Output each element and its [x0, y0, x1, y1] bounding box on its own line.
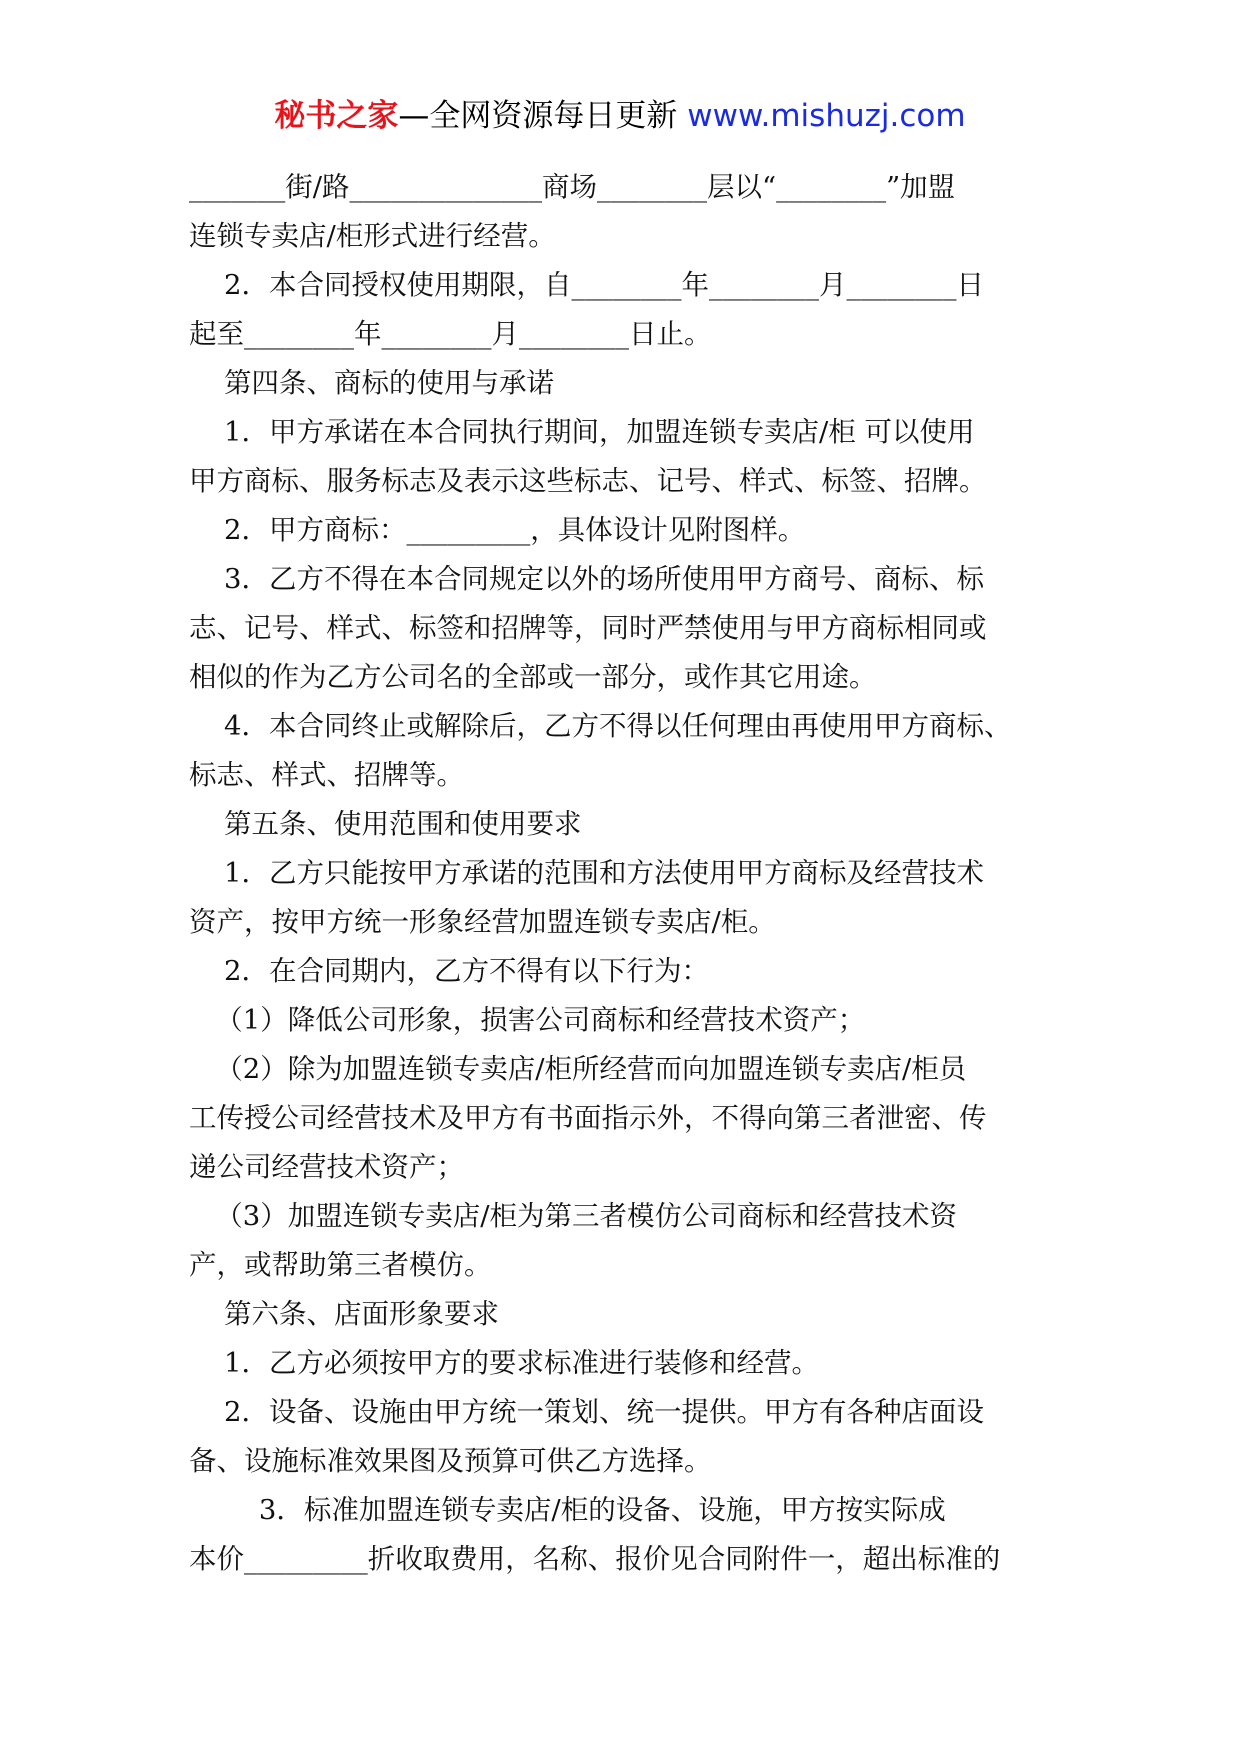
text-line: （2）除为加盟连锁专卖店/柜所经营而向加盟连锁专卖店/柜员 [189, 1053, 967, 1085]
text-line: 工传授公司经营技术及甲方有书面指示外，不得向第三者泄密、传 [189, 1102, 987, 1134]
text-line: 资产，按甲方统一形象经营加盟连锁专卖店/柜。 [189, 906, 776, 938]
site-banner [0, 96, 1240, 136]
text-line: （1）降低公司形象，损害公司商标和经营技术资产； [189, 1004, 866, 1036]
text-line: 相似的作为乙方公司名的全部或一部分，或作其它用途。 [189, 661, 877, 693]
text-line: 志、记号、样式、标签和招牌等，同时严禁使用与甲方商标相同或 [189, 612, 987, 644]
site-url-link[interactable]: www.mishuzj.com [687, 98, 966, 134]
section-heading: 第四条、商标的使用与承诺 [189, 367, 554, 399]
text-line: 4．本合同终止或解除后，乙方不得以任何理由再使用甲方商标、 [189, 710, 1012, 742]
text-line: 1．乙方必须按甲方的要求标准进行装修和经营。 [189, 1347, 819, 1379]
text-line: 3．标准加盟连锁专卖店/柜的设备、设施，甲方按实际成 [189, 1494, 946, 1526]
text-line: 2．甲方商标：_________，具体设计见附图样。 [189, 514, 806, 546]
text-line: 起至________年________月________日止。 [189, 318, 712, 350]
text-line: 递公司经营技术资产； [189, 1151, 464, 1183]
section-heading: 第五条、使用范围和使用要求 [189, 808, 582, 840]
text-line: 甲方商标、服务标志及表示这些标志、记号、样式、标签、招牌。 [189, 465, 987, 497]
text-line: 标志、样式、招牌等。 [189, 759, 464, 791]
text-line: _______街/路______________商场________层以“________”加盟 [189, 171, 956, 203]
text-line: 产，或帮助第三者模仿。 [189, 1249, 492, 1281]
text-line: 本价_________折收取费用，名称、报价见合同附件一，超出标准的 [189, 1543, 1001, 1575]
banner-tagline: —全网资源每日更新 [398, 98, 688, 134]
text-line: 2．本合同授权使用期限，自________年________月________日 [189, 269, 984, 301]
text-line: （3）加盟连锁专卖店/柜为第三者模仿公司商标和经营技术资 [189, 1200, 957, 1232]
text-line: 3．乙方不得在本合同规定以外的场所使用甲方商号、商标、标 [189, 563, 984, 595]
text-line: 1．甲方承诺在本合同执行期间，加盟连锁专卖店/柜 可以使用 [189, 416, 975, 448]
section-heading: 第六条、店面形象要求 [189, 1298, 499, 1330]
text-line: 1．乙方只能按甲方承诺的范围和方法使用甲方商标及经营技术 [189, 857, 984, 889]
text-line: 2．设备、设施由甲方统一策划、统一提供。甲方有各种店面设 [189, 1396, 984, 1428]
text-line: 连锁专卖店/柜形式进行经营。 [189, 220, 556, 252]
text-line: 备、设施标准效果图及预算可供乙方选择。 [189, 1445, 712, 1477]
contract-text [189, 163, 1069, 1584]
text-line: 2．在合同期内，乙方不得有以下行为： [189, 955, 709, 987]
brand-name: 秘书之家 [274, 98, 399, 134]
